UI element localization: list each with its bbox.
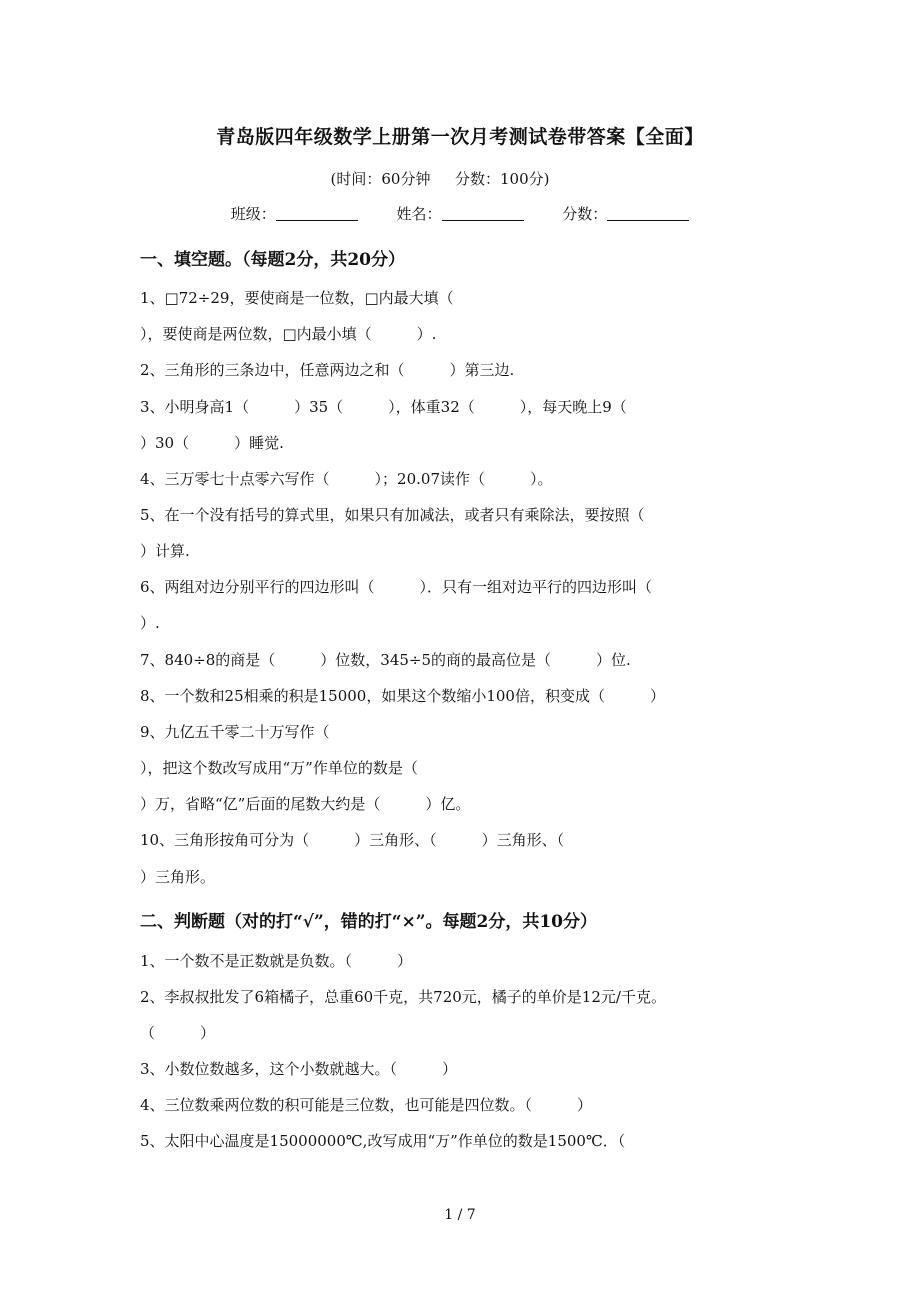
question-line: ）.: [140, 614, 160, 632]
question-line: ）万，省略“亿”后面的尾数大约是（ ）亿。: [140, 795, 471, 813]
question-line: 2、三角形的三条边中，任意两边之和（ ）第三边.: [140, 361, 515, 379]
question-line: 2、李叔叔批发了6箱橘子，总重60千克，共720元，橘子的单价是12元/千克。: [140, 988, 666, 1006]
name-label: 姓名：: [396, 205, 442, 223]
question-line: 4、三位数乘两位数的积可能是三位数，也可能是四位数。（ ）: [140, 1096, 593, 1114]
page-title: 青岛版四年级数学上册第一次月考测试卷带答案【全面】: [216, 126, 704, 148]
question-line: 10、三角形按角可分为（ ）三角形、（ ）三角形、（: [140, 831, 565, 849]
question-line: ）计算.: [140, 542, 190, 560]
class-blank: [276, 206, 358, 221]
name-blank: [442, 206, 524, 221]
question-line: 9、九亿五千零二十万写作（: [140, 723, 330, 741]
page-number: 1 / 7: [444, 1207, 476, 1223]
student-info-row: [0, 203, 920, 224]
exam-subtitle: (时间：60分钟 分数：100分): [330, 170, 550, 188]
score-field: [562, 203, 689, 224]
question-line: 3、小数位数越多，这个小数就越大。（ ）: [140, 1060, 458, 1078]
question-line: 5、在一个没有括号的算式里，如果只有加减法，或者只有乘除法，要按照（: [140, 506, 645, 524]
question-line: （ ）: [140, 1024, 216, 1042]
question-line: ），把这个数改写成用“万”作单位的数是（: [140, 759, 418, 777]
section-fill-blank-heading: 一、填空题。（每题2分，共20分）: [140, 250, 405, 270]
name-field: [396, 203, 523, 224]
question-line: 4、三万零七十点零六写作（ ）；20.07读作（ ）。: [140, 470, 553, 488]
question-line: 7、840÷8的商是（ ）位数，345÷5的商的最高位是（ ）位.: [140, 651, 631, 669]
question-line: 1、□72÷29，要使商是一位数，□内最大填（: [140, 289, 454, 307]
question-line: ），要使商是两位数，□内最小填（ ）.: [140, 325, 437, 343]
class-label: 班级：: [230, 205, 276, 223]
question-line: 5、太阳中心温度是15000000℃,改写成用“万”作单位的数是1500℃．（: [140, 1132, 626, 1150]
question-line: ）三角形。: [140, 868, 216, 886]
score-blank: [607, 206, 689, 221]
question-line: ）30（ ）睡觉.: [140, 434, 284, 452]
question-line: 6、两组对边分别平行的四边形叫（ ）．只有一组对边平行的四边形叫（: [140, 578, 653, 596]
question-line: 1、一个数不是正数就是负数。（ ）: [140, 952, 413, 970]
question-line: 8、一个数和25相乘的积是15000，如果这个数缩小100倍，积变成（ ）: [140, 687, 665, 705]
score-label: 分数：: [562, 205, 608, 223]
class-field: [231, 203, 358, 224]
question-line: 3、小明身高1（ ）35（ ），体重32（ ），每天晚上9（: [140, 398, 627, 416]
section-true-false-heading: 二、判断题（对的打“√”，错的打“×”。每题2分，共10分）: [140, 912, 598, 932]
